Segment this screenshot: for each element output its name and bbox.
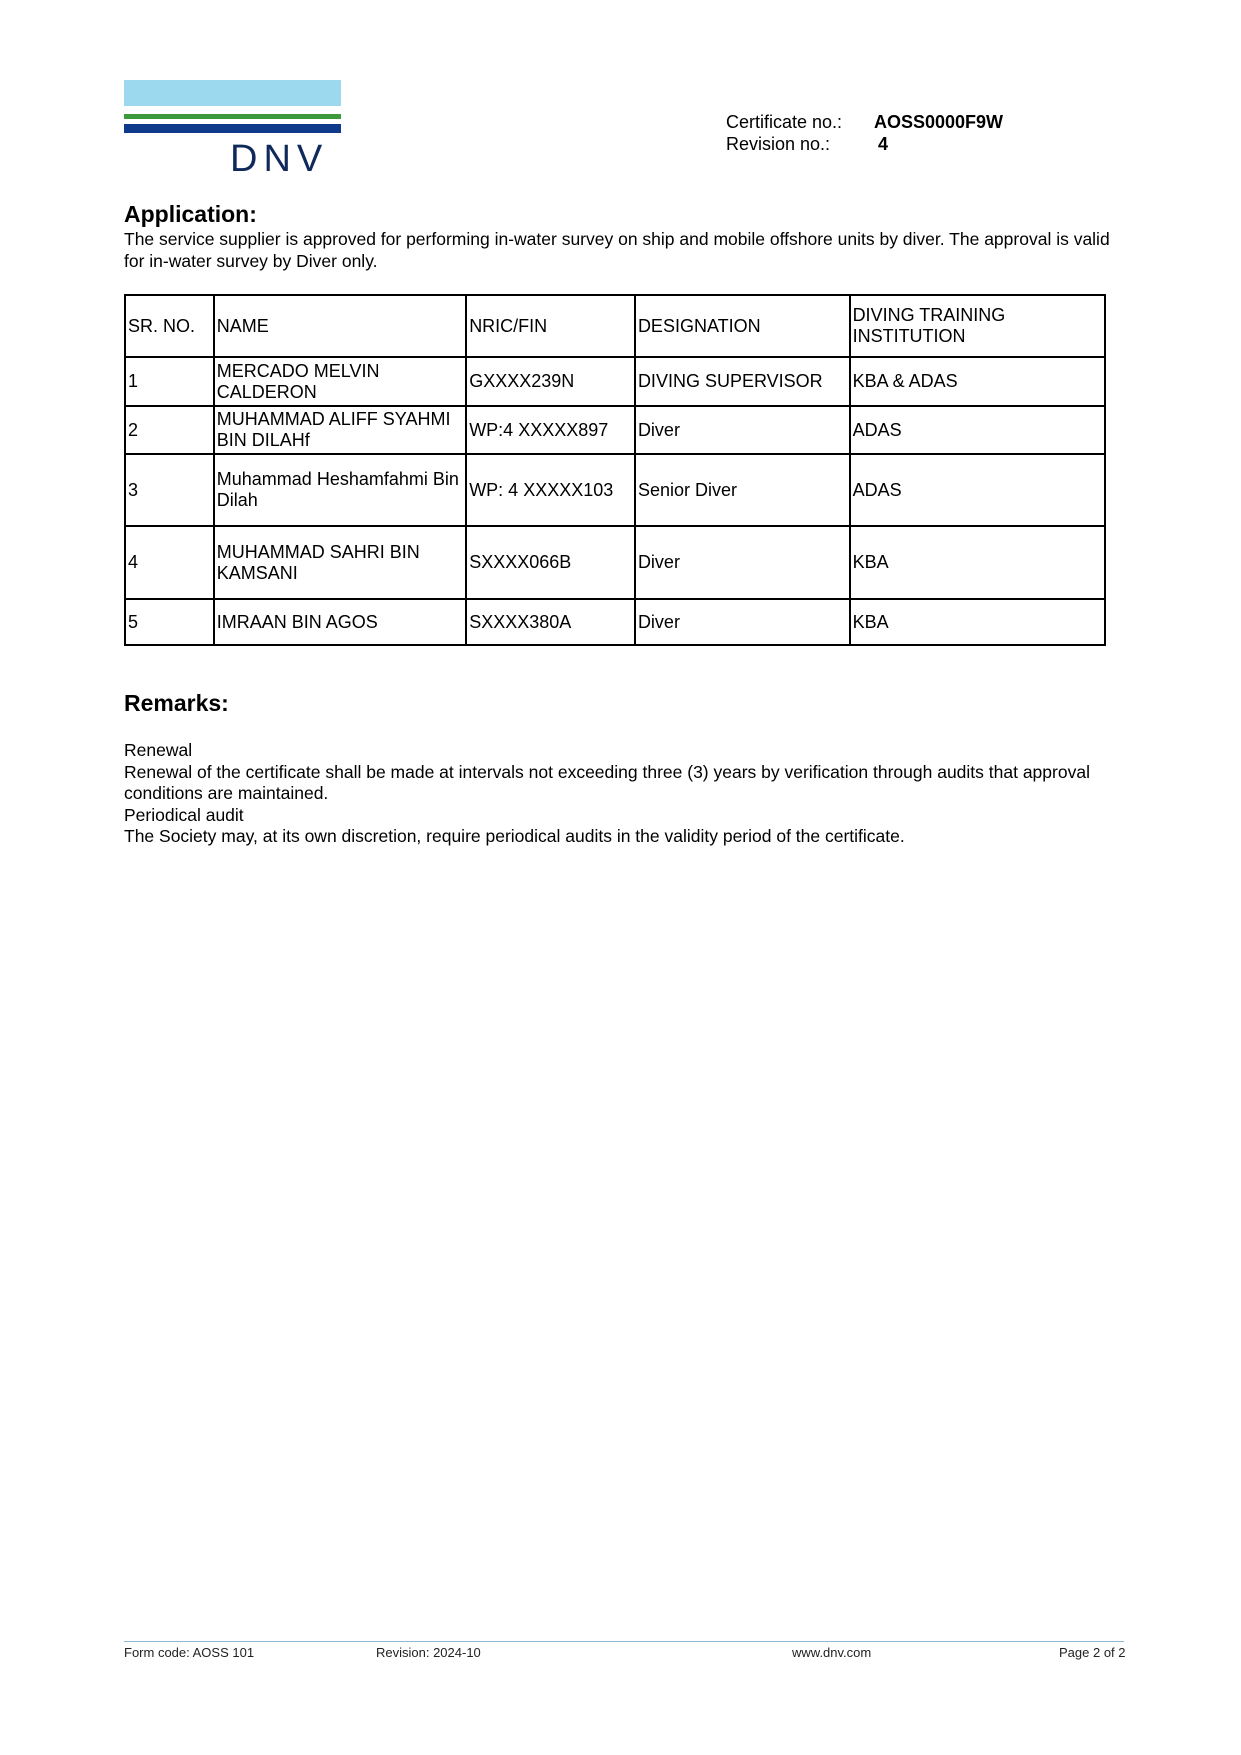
header-sr-no: SR. NO. [125, 295, 214, 357]
table-row [125, 454, 1105, 526]
certificate-info [726, 111, 1003, 155]
application-heading: Application: [124, 201, 257, 227]
revision-number-value: 4 [878, 134, 889, 154]
cell-training-institution: ADAS [850, 454, 1105, 526]
cell-designation: Senior Diver [635, 454, 850, 526]
cell-designation: Diver [635, 406, 850, 454]
table-row [125, 599, 1105, 645]
cell-sr-no: 5 [125, 599, 214, 645]
certificate-number-value: AOSS0000F9W [874, 112, 1004, 132]
application-text: The service supplier is approved for performing in-water survey on ship and mobile offshore units by diver. The approval is valid for in-water survey by Diver only. [124, 229, 1110, 271]
cell-nric-fin: WP:4 XXXXX897 [466, 406, 635, 454]
logo-dark-blue-band [124, 124, 341, 133]
table-row [125, 357, 1105, 406]
cell-sr-no: 1 [125, 357, 214, 406]
cell-sr-no: 3 [125, 454, 214, 526]
cell-nric-fin: GXXXX239N [466, 357, 635, 406]
cell-training-institution: ADAS [850, 406, 1105, 454]
table-header-row [125, 295, 1105, 357]
dnv-logo [124, 80, 341, 180]
cell-training-institution: KBA [850, 599, 1105, 645]
cell-name: IMRAAN BIN AGOS [214, 599, 466, 645]
logo-green-band [124, 114, 341, 119]
header-name: NAME [214, 295, 466, 357]
renewal-title: Renewal [124, 740, 193, 760]
footer-page-number: Page 2 of 2 [1059, 1645, 1126, 1660]
cell-designation: Diver [635, 599, 850, 645]
logo-light-blue-band [124, 80, 341, 106]
footer-revision: Revision: 2024-10 [376, 1645, 481, 1660]
table-row [125, 406, 1105, 454]
logo-wordmark: DNV [230, 138, 329, 180]
certificate-number-row [726, 111, 1003, 133]
header-nric-fin: NRIC/FIN [466, 295, 635, 357]
cell-name: Muhammad Heshamfahmi Bin Dilah [214, 454, 466, 526]
footer-website-link[interactable]: www.dnv.com [792, 1645, 872, 1660]
cell-nric-fin: WP: 4 XXXXX103 [466, 454, 635, 526]
periodical-audit-title: Periodical audit [124, 804, 244, 825]
footer-form-code: Form code: AOSS 101 [124, 1645, 255, 1660]
personnel-table [124, 294, 1106, 646]
cell-nric-fin: SXXXX066B [466, 526, 635, 599]
periodical-audit-text: The Society may, at its own discretion, require periodical audits in the validity period of the certificate. [124, 826, 905, 846]
header-designation: DESIGNATION [635, 295, 850, 357]
header-training-institution: DIVING TRAINING INSTITUTION [850, 295, 1105, 357]
cell-designation: DIVING SUPERVISOR [635, 357, 850, 406]
cell-name: MUHAMMAD SAHRI BIN KAMSANI [214, 526, 466, 599]
remarks-body [124, 740, 1124, 848]
remarks-heading: Remarks: [124, 690, 229, 716]
cell-name: MERCADO MELVIN CALDERON [214, 357, 466, 406]
cell-training-institution: KBA & ADAS [850, 357, 1105, 406]
certificate-number-label: Certificate no.: [726, 112, 843, 132]
cell-sr-no: 2 [125, 406, 214, 454]
revision-number-label: Revision no.: [726, 134, 831, 154]
cell-sr-no: 4 [125, 526, 214, 599]
renewal-text: Renewal of the certificate shall be made at intervals not exceeding three (3) years by verification through audits that approval conditions are maintained. [124, 761, 1090, 803]
revision-number-row [726, 133, 1003, 155]
cell-name: MUHAMMAD ALIFF SYAHMI BIN DILAHf [214, 406, 466, 454]
cell-training-institution: KBA [850, 526, 1105, 599]
footer-divider [124, 1641, 1124, 1642]
table-row [125, 526, 1105, 599]
cell-nric-fin: SXXXX380A [466, 599, 635, 645]
cell-designation: Diver [635, 526, 850, 599]
